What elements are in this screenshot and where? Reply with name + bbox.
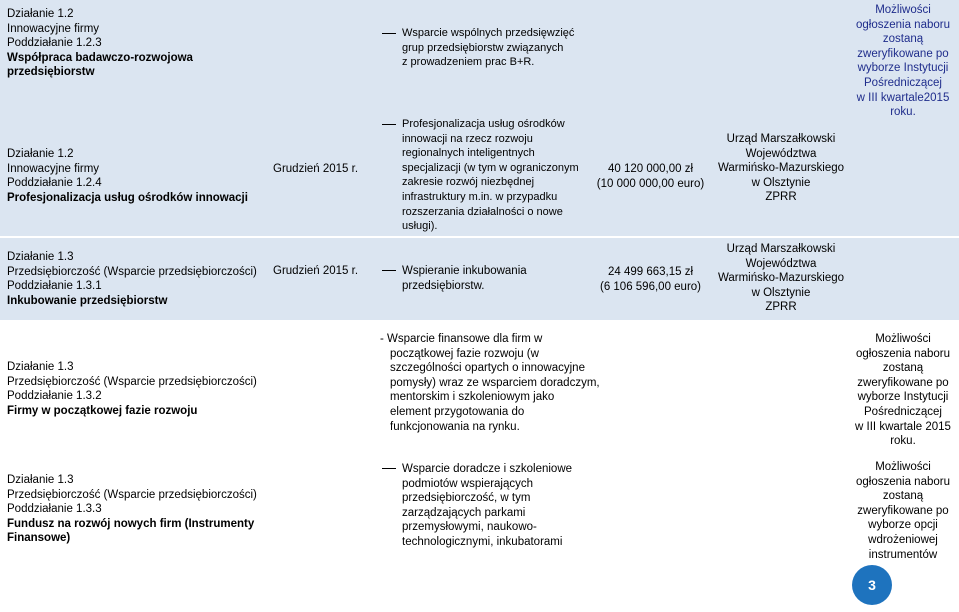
desc-line (380, 26, 595, 41)
row2-action-cell (7, 250, 262, 308)
institution-line: ZPRR (765, 191, 797, 204)
notes-line: zweryfikowane po (857, 47, 949, 60)
notes-line: instrumentów (868, 548, 938, 561)
notes-line: Pośredniczącej (864, 76, 942, 89)
notes-line: wyborze Instytucji (857, 62, 949, 75)
desc-text: mentorskim i szkoleniowym jako (390, 391, 555, 404)
desc-text: innowacji na rzecz rozwoju (402, 132, 533, 145)
notes-line: zostaną (882, 33, 924, 46)
row2-action-line: Poddziałanie 1.3.1 (7, 280, 102, 293)
page-number: 3 (868, 577, 876, 593)
dash-icon (382, 33, 396, 34)
row3-notes (848, 332, 958, 449)
dash-icon (382, 270, 396, 271)
row1-action-title: przedsiębiorstw (7, 66, 95, 79)
dash-icon (382, 468, 396, 469)
notes-line: w III kwartale2015 (856, 91, 950, 104)
notes-line: Pośredniczącej (864, 405, 942, 418)
notes-line: zweryfikowane po (857, 376, 949, 389)
notes-line: Możliwości (875, 461, 931, 473)
row1-action-title: Współpraca badawczo-rozwojowa (7, 51, 193, 64)
notes-line: wdrożeniowej (868, 533, 938, 546)
row1-action-line: Poddziałanie 1.2.3 (7, 37, 102, 50)
row4-action-title: Finansowe) (7, 532, 71, 545)
row4-notes (848, 460, 958, 562)
notes-line: zostaną (882, 362, 924, 375)
row2-action-title: Inkubowanie przedsiębiorstw (7, 294, 168, 307)
desc-text: zakresie rozwój niezbędnej (402, 176, 535, 189)
row1-notes (848, 3, 958, 120)
dash-icon (382, 124, 396, 125)
desc-text: Wsparcie doradcze i szkoleniowe (402, 463, 573, 475)
desc-text: Profesjonalizacja usług ośrodków (402, 118, 565, 130)
row3-action-line: Poddziałanie 1.3.2 (7, 390, 102, 403)
row1-institution (712, 132, 850, 205)
desc-text: usługi). (402, 220, 438, 233)
row2-action-line: Przedsiębiorczość (Wsparcie przedsiębiorczości) (7, 265, 257, 278)
row1-desc-b (380, 117, 595, 234)
row4-action-line: Działanie 1.3 (7, 474, 74, 486)
notes-line: roku. (890, 435, 916, 448)
desc-text: regionalnych inteligentnych (402, 147, 535, 160)
row2-desc (380, 264, 595, 293)
desc-text: podmiotów wspierających (402, 477, 534, 490)
row2-date (273, 264, 358, 279)
desc-text: infrastruktury m.in. w przypadku (402, 190, 558, 203)
amount-eur: (10 000 000,00 euro) (596, 177, 705, 190)
row2-institution (712, 242, 850, 315)
page-number-badge (852, 565, 892, 605)
desc-text: Wspieranie inkubowania (402, 265, 527, 277)
desc-text: zarządzających parkami (402, 506, 526, 519)
desc-text: rozszerzania działalności o nowe (402, 205, 563, 218)
desc-text: początkowej fazie rozwoju (w (390, 347, 539, 360)
notes-line: ogłoszenia naboru (856, 18, 950, 31)
row1-amount (593, 162, 708, 191)
desc-text: Wsparcie wspólnych przedsięwzięć (402, 27, 575, 39)
row1-action-line: Działanie 1.2 (7, 8, 74, 20)
row2-amount (593, 265, 708, 294)
row1-action-cell-b (7, 147, 262, 205)
row1-action-line: Innowacyjne firmy (7, 22, 100, 35)
institution-line: Urząd Marszałkowski (726, 133, 836, 145)
desc-text: przedsiębiorstw. (402, 279, 485, 292)
desc-text: funkcjonowania na rynku. (390, 420, 520, 433)
row4-action-cell (7, 473, 262, 546)
row4-action-line: Poddziałanie 1.3.3 (7, 503, 102, 516)
row4-action-line: Przedsiębiorczość (Wsparcie przedsiębiorczości) (7, 488, 257, 501)
desc-text: pomysły) wraz ze wsparciem doradczym, (390, 376, 600, 389)
notes-line: roku. (890, 106, 916, 119)
institution-line: Województwa (745, 257, 817, 270)
notes-line: wyborze Instytucji (857, 391, 949, 404)
desc-line (380, 117, 595, 132)
amount-pln: 40 120 000,00 zł (607, 163, 694, 175)
notes-line: ogłoszenia naboru (856, 347, 950, 360)
institution-line: Warmińsko-Mazurskiego (717, 162, 845, 175)
notes-line: zostaną (882, 490, 924, 503)
desc-line (380, 462, 600, 477)
row1b-action-line: Działanie 1.2 (7, 148, 74, 160)
institution-line: ZPRR (765, 301, 797, 314)
notes-line: wyborze opcji (868, 519, 938, 532)
row1-date (273, 162, 358, 177)
row3-action-cell (7, 360, 262, 418)
institution-line: Warmińsko-Mazurskiego (717, 272, 845, 285)
institution-line: Województwa (745, 147, 817, 160)
row2-action-line: Działanie 1.3 (7, 251, 74, 263)
row1-desc-a (380, 26, 595, 70)
desc-text: grup przedsiębiorstw związanych (402, 41, 564, 54)
row1-date-text: Grudzień 2015 r. (273, 163, 359, 175)
row1b-action-line: Innowacyjne firmy (7, 162, 100, 175)
row2-date-text: Grudzień 2015 r. (273, 265, 359, 277)
amount-pln: 24 499 663,15 zł (607, 266, 694, 278)
desc-text: element przygotowania do (390, 405, 525, 418)
row3-action-title: Firmy w początkowej fazie rozwoju (7, 404, 198, 417)
notes-line: Możliwości (875, 333, 931, 345)
institution-line: w Olsztynie (751, 176, 811, 189)
row4-action-title: Fundusz na rozwój nowych firm (Instrumenty (7, 517, 255, 530)
desc-text: technologicznymi, inkubatorami (402, 535, 563, 548)
desc-text: przemysłowymi, naukowo- (402, 521, 537, 534)
row3-desc (380, 332, 600, 434)
notes-line: ogłoszenia naboru (856, 475, 950, 488)
institution-line: Urząd Marszałkowski (726, 243, 836, 255)
notes-line: Możliwości (875, 4, 931, 16)
amount-eur: (6 106 596,00 euro) (599, 280, 702, 293)
row4-desc (380, 462, 600, 550)
row1-action-cell (7, 7, 262, 80)
desc-text: specjalizacji (w tym w ograniczonym (402, 161, 579, 174)
desc-line (380, 264, 595, 279)
row1b-action-line: Poddziałanie 1.2.4 (7, 177, 102, 190)
row3-action-line: Przedsiębiorczość (Wsparcie przedsiębiorczości) (7, 375, 257, 388)
row1b-action-title: Profesjonalizacja usług ośrodków innowacji (7, 191, 248, 204)
row3-action-line: Działanie 1.3 (7, 361, 74, 373)
desc-text: przedsiębiorczość, w tym (402, 492, 531, 505)
notes-line: zweryfikowane po (857, 504, 949, 517)
desc-text: z prowadzeniem prac B+R. (402, 56, 535, 69)
desc-text: szczególności opartych o innowacyjne (390, 362, 585, 375)
notes-line: w III kwartale 2015 (855, 420, 951, 433)
institution-line: w Olsztynie (751, 286, 811, 299)
desc-text: - Wsparcie finansowe dla firm w (380, 333, 543, 345)
